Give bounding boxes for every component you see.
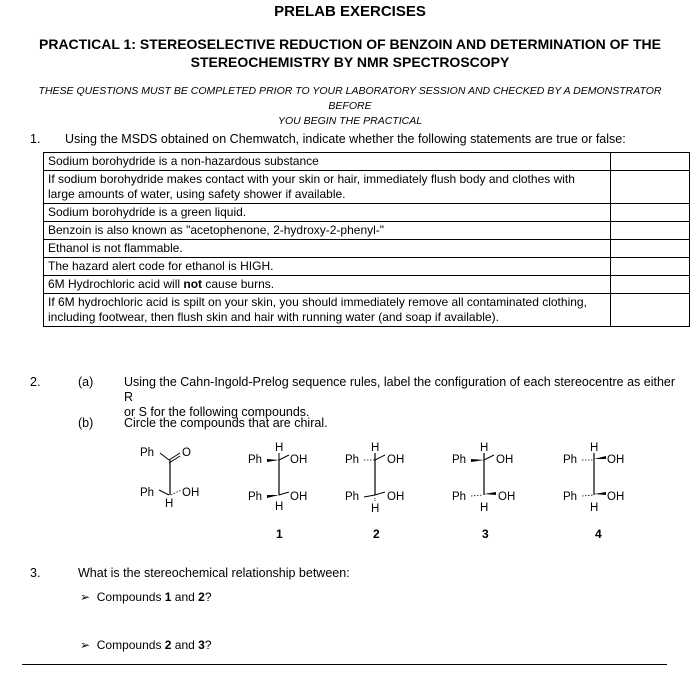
q3-prompt: What is the stereochemical relationship between: <box>78 566 350 580</box>
statement-cell <box>44 204 611 222</box>
q3-item-text: Compounds <box>96 590 165 604</box>
compound-1-structure <box>248 440 328 525</box>
atom-h: H <box>275 501 284 513</box>
q2a-text <box>124 375 684 420</box>
atom-oh: OH <box>387 491 405 503</box>
q2a-label: (a) <box>78 375 94 389</box>
table-row <box>44 258 690 276</box>
arrow-bullet-icon: ➢ <box>80 590 91 604</box>
atom-h: H <box>275 442 284 454</box>
q2a-text-line1: Using the Cahn-Ingold-Prelog sequence rules, label the configuration of each stereocentre as either R <box>124 375 676 404</box>
table-row <box>44 240 690 258</box>
compound-3-structure <box>452 440 532 525</box>
answer-cell[interactable] <box>611 204 690 222</box>
practical-title-line2: STEREOCHEMISTRY BY NMR SPECTROSCOPY <box>190 54 510 70</box>
table-row <box>44 153 690 171</box>
atom-ph: Ph <box>563 454 578 466</box>
atom-h: H <box>480 502 489 514</box>
compound-2-svg <box>345 440 425 520</box>
answer-cell[interactable] <box>611 222 690 240</box>
compound-number-2: 2 <box>373 527 380 541</box>
statement-cell <box>44 222 611 240</box>
statement-text: Sodium borohydride is a non-hazardous substance <box>48 154 319 168</box>
atom-h: H <box>371 503 380 515</box>
q3-item-1 <box>80 590 212 604</box>
atom-h: H <box>371 442 380 454</box>
statement-text: Sodium borohydride is a green liquid. <box>48 205 247 219</box>
statement-text: Benzoin is also known as "acetophenone, 2-hydroxy-2-phenyl-" <box>48 223 385 237</box>
atom-ph: Ph <box>452 491 467 503</box>
compound-ref: 2 <box>198 590 205 604</box>
atom-ph: Ph <box>140 447 155 459</box>
compound-number-1: 1 <box>276 527 283 541</box>
statement-text-cont: including footwear, then flush skin and hair with running water (and soap if available). <box>48 310 499 324</box>
atom-oh: OH <box>607 454 625 466</box>
atom-oh: OH <box>498 491 516 503</box>
instruction-note <box>25 84 675 129</box>
answer-cell[interactable] <box>611 294 690 327</box>
statement-text-cont: large amounts of water, using safety shower if available. <box>48 187 346 201</box>
compound-1-svg <box>248 440 328 520</box>
answer-cell[interactable] <box>611 276 690 294</box>
atom-ph: Ph <box>248 454 263 466</box>
atom-ph: Ph <box>345 454 360 466</box>
compound-ref: 2 <box>164 638 172 652</box>
statement-text-end: cause burns. <box>202 277 275 291</box>
compound-ref: 3 <box>198 638 205 652</box>
q3-item-2 <box>80 638 212 652</box>
atom-oh: OH <box>607 491 625 503</box>
atom-ph: Ph <box>345 491 360 503</box>
q3-item-text: ? <box>204 590 212 604</box>
atom-o: O <box>182 447 191 459</box>
answer-cell[interactable] <box>611 240 690 258</box>
atom-oh: OH <box>387 454 405 466</box>
compound-4-svg <box>563 440 643 520</box>
instruction-note-line1: THESE QUESTIONS MUST BE COMPLETED PRIOR TO YOUR LABORATORY SESSION AND CHECKED BY A DEMONSTRATOR BEFORE <box>38 85 662 112</box>
atom-h: H <box>590 502 599 514</box>
q2a-text-line2: or S for the following compounds. <box>124 405 310 419</box>
statement-cell <box>44 153 611 171</box>
atom-ph: Ph <box>452 454 467 466</box>
compound-3-svg <box>452 440 532 520</box>
statement-text: If 6M hydrochloric acid is spilt on your skin, you should immediately remove all contaminated clothing, <box>48 295 587 309</box>
atom-h: H <box>480 442 489 454</box>
benzoin-structure <box>140 440 220 525</box>
table-row <box>44 204 690 222</box>
arrow-bullet-icon: ➢ <box>80 638 91 652</box>
atom-h: H <box>165 498 174 510</box>
page-title: PRELAB EXERCISES <box>274 3 426 20</box>
statement-text: The hazard alert code for ethanol is HIGH. <box>48 259 274 273</box>
table-row <box>44 171 690 204</box>
compound-number-3: 3 <box>482 527 489 541</box>
true-false-table <box>43 152 690 327</box>
statement-cell <box>44 171 611 204</box>
statement-cell <box>44 258 611 276</box>
q1-number: 1. <box>30 132 41 146</box>
statement-cell <box>44 294 611 327</box>
q2b-label: (b) <box>78 416 94 430</box>
compound-2-structure <box>345 440 425 525</box>
statement-text: If sodium borohydride makes contact with your skin or hair, immediately flush body and clothes with <box>48 172 575 186</box>
statement-cell <box>44 276 611 294</box>
atom-h: H <box>590 442 599 454</box>
emphasis-not: not <box>183 277 203 291</box>
benzoin-svg <box>140 440 220 520</box>
practical-title <box>30 35 670 71</box>
compound-number-4: 4 <box>595 527 602 541</box>
atom-oh: OH <box>290 491 308 503</box>
q3-item-text: ? <box>204 638 212 652</box>
q3-item-text: and <box>171 638 199 652</box>
statement-cell <box>44 240 611 258</box>
answer-cell[interactable] <box>611 258 690 276</box>
statement-text: Ethanol is not flammable. <box>48 241 183 255</box>
q3-number: 3. <box>30 566 41 580</box>
bottom-rule <box>22 664 667 665</box>
q1-prompt: Using the MSDS obtained on Chemwatch, indicate whether the following statements are true or false: <box>65 132 626 146</box>
atom-ph: Ph <box>248 491 263 503</box>
statement-text: 6M Hydrochloric acid will <box>48 277 184 291</box>
q2b-text: Circle the compounds that are chiral. <box>124 416 328 430</box>
answer-cell[interactable] <box>611 153 690 171</box>
q2-number: 2. <box>30 375 41 389</box>
atom-oh: OH <box>182 487 200 499</box>
practical-title-line1: PRACTICAL 1: STEREOSELECTIVE REDUCTION OF BENZOIN AND DETERMINATION OF THE <box>39 36 661 52</box>
table-row <box>44 294 690 327</box>
table-row <box>44 276 690 294</box>
q3-item-text: Compounds <box>96 638 165 652</box>
answer-cell[interactable] <box>611 171 690 204</box>
compound-4-structure <box>563 440 643 525</box>
atom-oh: OH <box>290 454 308 466</box>
atom-ph: Ph <box>140 487 155 499</box>
q3-item-text: and <box>171 590 199 604</box>
instruction-note-line2: YOU BEGIN THE PRACTICAL <box>277 115 423 127</box>
atom-oh: OH <box>496 454 514 466</box>
atom-ph: Ph <box>563 491 578 503</box>
compound-ref: 1 <box>164 590 172 604</box>
table-row <box>44 222 690 240</box>
